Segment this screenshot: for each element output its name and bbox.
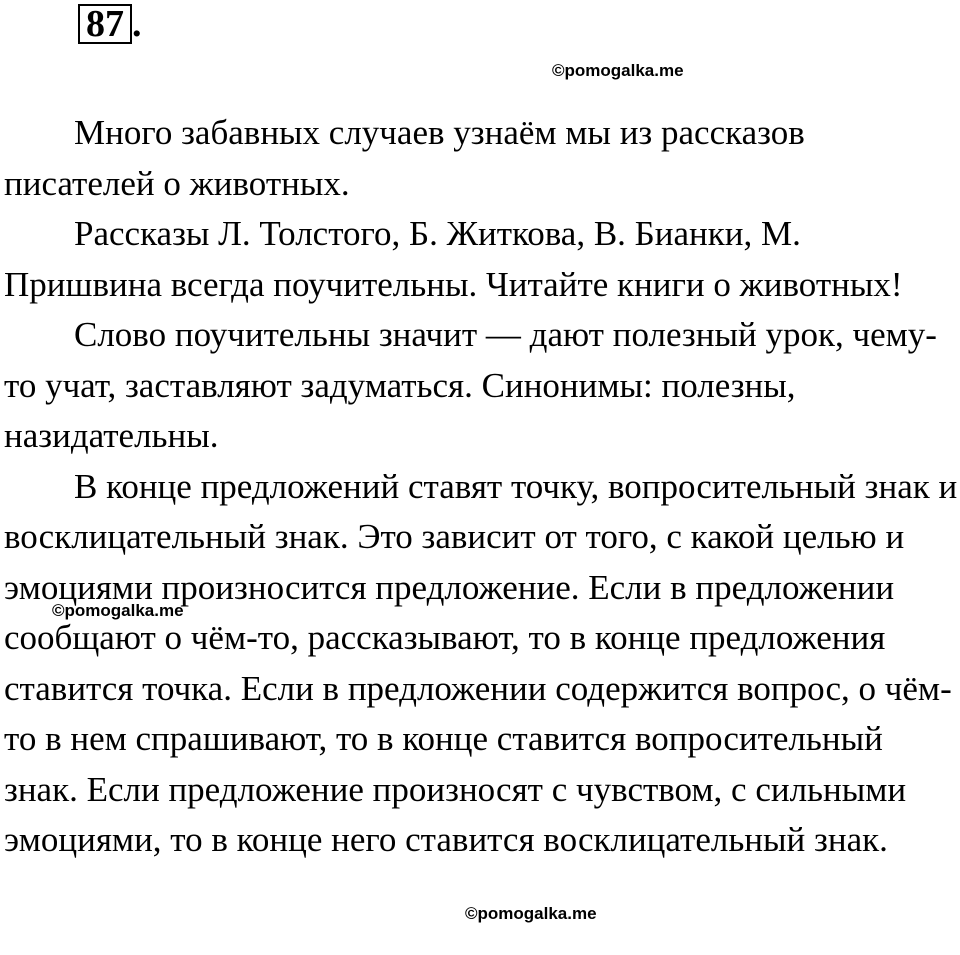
watermark-top: ©pomogalka.me	[552, 61, 684, 80]
watermark-bottom: ©pomogalka.me	[465, 904, 597, 923]
paragraph-3: Слово поучительны значит — дают полезный урок, чему-то учат, заставляют задуматься. Синонимы: полезны, назидательны.	[4, 315, 937, 455]
paragraph-4: В конце предложений ставят точку, вопросительный знак и восклицательный знак. Это зависит от того, с какой целью и эмоциями произносится предложение. Если в предложении сообщают о чём-то, рассказывают, то в конце предложения ставится точка. Если в предложении содержится вопрос, о чём-то в нем спрашивают, то в конце ставится вопросительный знак. Если предложение произносят с чувством, с сильными эмоциями, то в конце него ставится восклицательный знак.	[4, 466, 958, 859]
answer-text	[4, 108, 960, 866]
task-number-suffix: .	[132, 3, 142, 45]
task-number-box	[78, 4, 132, 44]
task-number-value: 87	[86, 3, 124, 45]
task-number	[78, 4, 142, 44]
paragraph-1: Много забавных случаев узнаём мы из рассказов писателей о животных.	[4, 113, 805, 203]
paragraph-2: Рассказы Л. Толстого, Б. Житкова, В. Бианки, М. Пришвина всегда поучительны. Читайте книги о животных!	[4, 214, 903, 304]
watermark-middle: ©pomogalka.me	[52, 601, 184, 620]
